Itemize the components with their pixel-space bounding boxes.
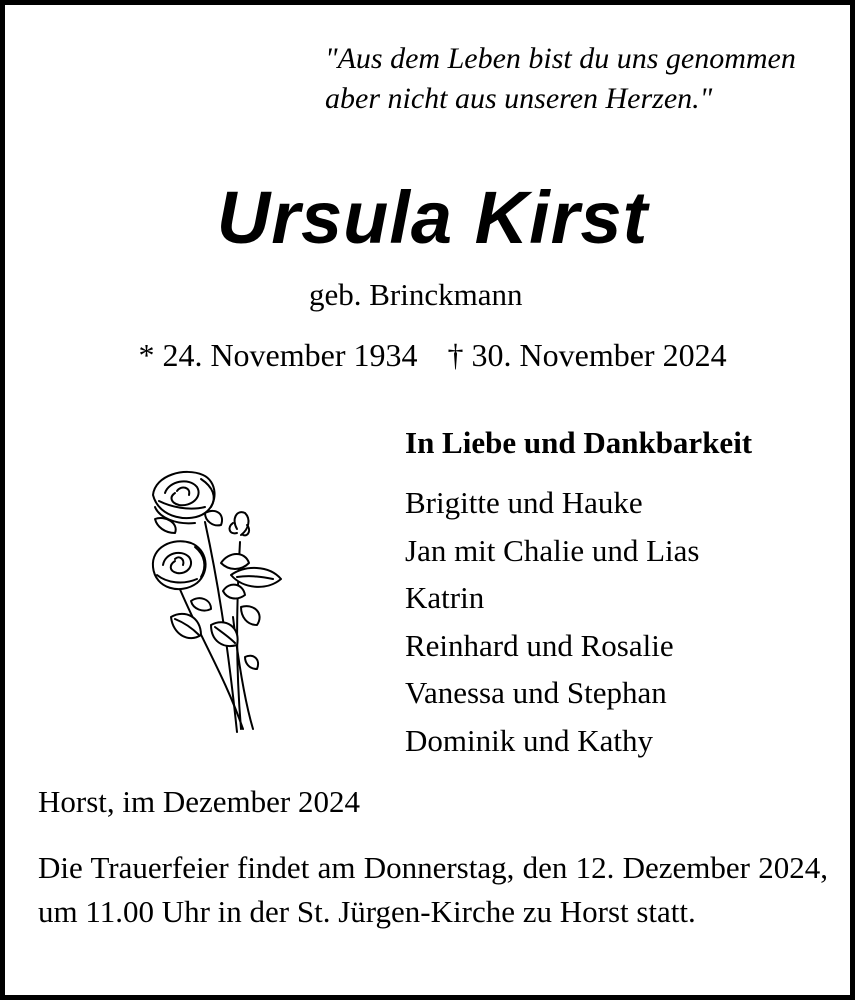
rose-icon (145, 467, 290, 737)
deceased-name: Ursula Kirst (216, 176, 649, 259)
quote-line-2: aber nicht aus unseren Herzen." (325, 82, 713, 115)
family-member: Reinhard und Rosalie (405, 627, 674, 663)
family-member: Katrin (405, 580, 485, 615)
family-section (405, 423, 845, 764)
ceremony-notice: Die Trauerfeier findet am Donnerstag, den 12. Dezember 2024, um 11.00 Uhr in der St. Jürgen-Kirche zu Horst statt. (38, 850, 828, 929)
place-and-date: Horst, im Dezember 2024 (38, 784, 360, 819)
death-date: † 30. November 2024 (447, 337, 727, 373)
maiden-name: geb. Brinckmann (309, 277, 523, 312)
family-heading: In Liebe und Dankbarkeit (405, 425, 753, 460)
life-dates (5, 335, 855, 375)
family-member: Brigitte und Hauke (405, 485, 643, 520)
family-member: Vanessa und Stephan (405, 675, 667, 710)
family-list (405, 479, 845, 764)
memorial-quote (325, 39, 845, 119)
quote-line-1: "Aus dem Leben bist du uns genommen (325, 42, 796, 75)
family-member: Jan mit Chalie und Lias (405, 532, 700, 568)
family-member: Dominik und Kathy (405, 722, 653, 758)
birth-date: * 24. November 1934 (138, 337, 418, 373)
